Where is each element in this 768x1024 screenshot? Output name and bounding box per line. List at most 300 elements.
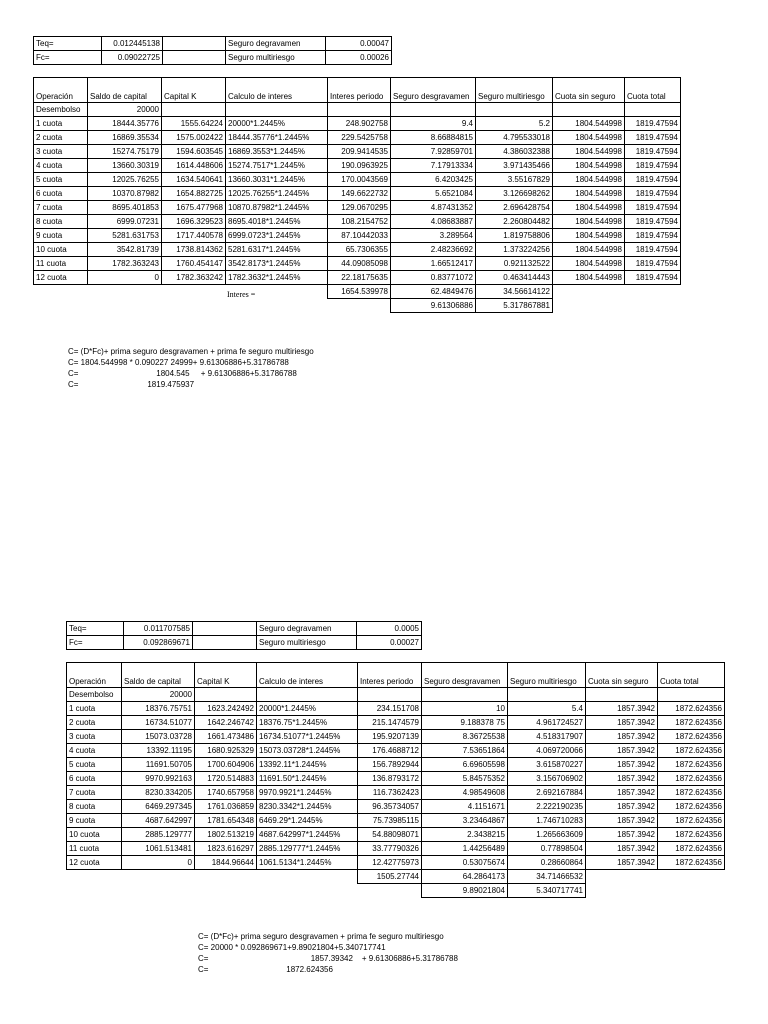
- table-cell: 0.83771072: [391, 271, 476, 285]
- table-cell: 54.88098071: [358, 828, 422, 842]
- empty-cell: [162, 285, 226, 299]
- table-cell: 5281.631753: [88, 229, 162, 243]
- column-header: Saldo de capital: [88, 78, 162, 103]
- table-cell: 1802.513219: [195, 828, 257, 842]
- empty-cell: [88, 285, 162, 299]
- table-cell: 1804.544998: [553, 257, 625, 271]
- table-cell: [625, 103, 681, 117]
- table-cell: 4 cuota: [67, 744, 122, 758]
- total-interes-cell: 1505.27744: [358, 870, 422, 884]
- table-cell: 20000*1.2445%: [226, 117, 328, 131]
- table-cell: 1804.544998: [553, 131, 625, 145]
- table-cell: 209.9414535: [328, 145, 391, 159]
- table-cell: 1738.814362: [162, 243, 226, 257]
- table-row: [34, 131, 681, 145]
- table-cell: 4 cuota: [34, 159, 88, 173]
- table-cell: 8230.334205: [122, 786, 195, 800]
- table-cell: 1819.47594: [625, 187, 681, 201]
- table-cell: [162, 103, 226, 117]
- table-cell: 1844.96644: [195, 856, 257, 870]
- table-cell: 18376.75751: [122, 702, 195, 716]
- table-cell: 1819.47594: [625, 145, 681, 159]
- table-cell: 12025.76255: [88, 173, 162, 187]
- param-cell: Fc=: [67, 636, 124, 650]
- totals-row: [67, 870, 725, 884]
- column-header: Interes periodo: [328, 78, 391, 103]
- amortization-table-2: [66, 662, 725, 898]
- table-cell: 1 cuota: [67, 702, 122, 716]
- table-cell: 1857.3942: [586, 814, 658, 828]
- empty-cell: [122, 884, 195, 898]
- table-cell: 75.73985115: [358, 814, 422, 828]
- totals-row: [34, 285, 681, 299]
- param-cell: Seguro multiriesgo: [257, 636, 357, 650]
- empty-cell: [67, 870, 122, 884]
- header-row: [67, 663, 725, 688]
- table-cell: 5 cuota: [67, 758, 122, 772]
- empty-cell: [553, 285, 625, 299]
- table-cell: 1061.5134*1.2445%: [257, 856, 358, 870]
- table-cell: [195, 688, 257, 702]
- table-cell: 4.08683887: [391, 215, 476, 229]
- table-cell: 10: [422, 702, 508, 716]
- table-cell: 12 cuota: [67, 856, 122, 870]
- table-cell: 1872.624356: [658, 702, 725, 716]
- empty-cell: [586, 870, 658, 884]
- table-cell: 1781.654348: [195, 814, 257, 828]
- table-cell: 1819.47594: [625, 257, 681, 271]
- empty-cell: [226, 299, 328, 313]
- column-header: Seguro multiriesgo: [508, 663, 586, 688]
- params-table-2: [66, 621, 422, 650]
- param-cell: Seguro degravamen: [226, 37, 326, 51]
- table-cell: 1819.47594: [625, 243, 681, 257]
- table-row: [34, 271, 681, 285]
- table-cell: 3.126698262: [476, 187, 553, 201]
- column-header: Seguro desgravamen: [391, 78, 476, 103]
- empty-cell: [162, 299, 226, 313]
- empty-cell: [88, 299, 162, 313]
- param-cell: Seguro degravamen: [257, 622, 357, 636]
- table-cell: 3.55167829: [476, 173, 553, 187]
- table-cell: 1872.624356: [658, 744, 725, 758]
- table-cell: 3542.81739: [88, 243, 162, 257]
- table-cell: 20000: [122, 688, 195, 702]
- table-cell: 1872.624356: [658, 800, 725, 814]
- table-cell: 6 cuota: [34, 187, 88, 201]
- table-row: [67, 716, 725, 730]
- totals-row-2: [34, 299, 681, 313]
- table-cell: 8230.3342*1.2445%: [257, 800, 358, 814]
- table-cell: 3.971435466: [476, 159, 553, 173]
- table-cell: 10370.87982: [88, 187, 162, 201]
- table-cell: Desembolso: [34, 103, 88, 117]
- table-cell: 1857.3942: [586, 828, 658, 842]
- table-row: [67, 800, 725, 814]
- table-cell: 3.156706902: [508, 772, 586, 786]
- table-cell: 4687.642997*1.2445%: [257, 828, 358, 842]
- table-cell: 1804.544998: [553, 243, 625, 257]
- table-cell: 44.09085098: [328, 257, 391, 271]
- table-cell: 3542.8173*1.2445%: [226, 257, 328, 271]
- table-cell: [586, 688, 658, 702]
- table-cell: 10870.87982*1.2445%: [226, 201, 328, 215]
- table-cell: 1782.363242: [162, 271, 226, 285]
- table-cell: 3 cuota: [34, 145, 88, 159]
- empty-cell: [553, 299, 625, 313]
- table-cell: 9 cuota: [67, 814, 122, 828]
- empty-cell: [586, 884, 658, 898]
- table-cell: 1872.624356: [658, 716, 725, 730]
- table-cell: 4.1151671: [422, 800, 508, 814]
- table-row: [67, 828, 725, 842]
- table-cell: 4.795533018: [476, 131, 553, 145]
- table-cell: 129.0670295: [328, 201, 391, 215]
- param-cell: 0.00027: [357, 636, 422, 650]
- table-row: [34, 103, 681, 117]
- table-cell: 170.0043569: [328, 173, 391, 187]
- table-cell: 1857.3942: [586, 786, 658, 800]
- empty-cell: [358, 884, 422, 898]
- table-cell: 8695.401853: [88, 201, 162, 215]
- table-cell: [553, 103, 625, 117]
- table-cell: 8 cuota: [34, 215, 88, 229]
- table-cell: 1642.246742: [195, 716, 257, 730]
- table-cell: 2885.129777: [122, 828, 195, 842]
- table-cell: 1872.624356: [658, 758, 725, 772]
- table-cell: 176.4688712: [358, 744, 422, 758]
- table-cell: 3.289564: [391, 229, 476, 243]
- table-row: [34, 173, 681, 187]
- table-cell: 8.66884815: [391, 131, 476, 145]
- interes-label: Interes =: [227, 290, 256, 299]
- column-header: Cuota total: [658, 663, 725, 688]
- table-cell: 1720.514883: [195, 772, 257, 786]
- table-cell: 65.7306355: [328, 243, 391, 257]
- table-cell: 22.18175635: [328, 271, 391, 285]
- table-cell: 1.265663609: [508, 828, 586, 842]
- table-row: [67, 842, 725, 856]
- table-cell: 1819.47594: [625, 159, 681, 173]
- empty-cell: [195, 884, 257, 898]
- table-cell: 195.9207139: [358, 730, 422, 744]
- table-cell: 16734.51077: [122, 716, 195, 730]
- table-cell: 6.4203425: [391, 173, 476, 187]
- table-row: [34, 201, 681, 215]
- table-cell: 1872.624356: [658, 856, 725, 870]
- amortization-table-1: [33, 77, 681, 313]
- table-cell: 1.746710283: [508, 814, 586, 828]
- table-cell: 1857.3942: [586, 730, 658, 744]
- table-cell: 33.77790326: [358, 842, 422, 856]
- table-cell: 149.6622732: [328, 187, 391, 201]
- param-cell: [163, 51, 226, 65]
- table-cell: 87.10442033: [328, 229, 391, 243]
- total-desgravamen-cell: 62.4849476: [391, 285, 476, 299]
- table-cell: 234.151708: [358, 702, 422, 716]
- table-cell: 1804.544998: [553, 117, 625, 131]
- table-cell: 2885.129777*1.2445%: [257, 842, 358, 856]
- table-cell: 10 cuota: [67, 828, 122, 842]
- table-cell: 1.373224256: [476, 243, 553, 257]
- table-cell: 2.692167884: [508, 786, 586, 800]
- table-cell: 96.35734057: [358, 800, 422, 814]
- table-cell: 8.36725538: [422, 730, 508, 744]
- table-row: [34, 243, 681, 257]
- column-header: Calculo de interes: [257, 663, 358, 688]
- table-cell: 1634.540641: [162, 173, 226, 187]
- empty-cell: [195, 870, 257, 884]
- table-cell: 9 cuota: [34, 229, 88, 243]
- table-cell: 1857.3942: [586, 744, 658, 758]
- table-cell: [358, 688, 422, 702]
- empty-cell: [658, 870, 725, 884]
- column-header: Saldo de capital: [122, 663, 195, 688]
- table-cell: 8695.4018*1.2445%: [226, 215, 328, 229]
- table-cell: 1614.448606: [162, 159, 226, 173]
- table-cell: 16734.51077*1.2445%: [257, 730, 358, 744]
- table-cell: 1675.477968: [162, 201, 226, 215]
- empty-cell: [122, 870, 195, 884]
- table-cell: 1061.513481: [122, 842, 195, 856]
- table-cell: 1782.3632*1.2445%: [226, 271, 328, 285]
- prima-multiriesgo-cell: 5.317867881: [476, 299, 553, 313]
- formula-note-2: [198, 931, 458, 975]
- table-cell: 18444.35776: [88, 117, 162, 131]
- table-cell: 20000*1.2445%: [257, 702, 358, 716]
- prima-desgravamen-cell: 9.89021804: [422, 884, 508, 898]
- param-cell: 0.011707585: [124, 622, 193, 636]
- column-header: Cuota sin seguro: [586, 663, 658, 688]
- table-cell: 5.2: [476, 117, 553, 131]
- formula-line: C= 1872.624356: [198, 965, 333, 974]
- table-cell: 1804.544998: [553, 229, 625, 243]
- formula-line: C= (D*Fc)+ prima seguro desgravamen + prima fe seguro multiriesgo: [198, 932, 444, 941]
- table-cell: 1761.036859: [195, 800, 257, 814]
- param-cell: Teq=: [67, 622, 124, 636]
- table-cell: 1555.64224: [162, 117, 226, 131]
- param-cell: Teq=: [34, 37, 102, 51]
- column-header: Capital K: [162, 78, 226, 103]
- table-row: [34, 229, 681, 243]
- table-cell: 6999.0723*1.2445%: [226, 229, 328, 243]
- param-row: [34, 51, 392, 65]
- table-cell: [391, 103, 476, 117]
- table-cell: 1782.363243: [88, 257, 162, 271]
- table-cell: [328, 103, 391, 117]
- table-cell: 10 cuota: [34, 243, 88, 257]
- table-cell: 1804.544998: [553, 271, 625, 285]
- table-cell: 1804.544998: [553, 173, 625, 187]
- param-cell: Fc=: [34, 51, 102, 65]
- empty-cell: [34, 285, 88, 299]
- table-cell: 1823.616297: [195, 842, 257, 856]
- table-cell: 1819.47594: [625, 229, 681, 243]
- table-cell: 15073.03728: [122, 730, 195, 744]
- table-cell: 12 cuota: [34, 271, 88, 285]
- table-cell: 1.66512417: [391, 257, 476, 271]
- table-cell: 1.819758806: [476, 229, 553, 243]
- table-cell: 4.98549608: [422, 786, 508, 800]
- table-row: [67, 856, 725, 870]
- formula-line: C= 1804.544998 * 0.090227 24999+ 9.61306886+5.31786788: [68, 358, 289, 367]
- table-cell: 1857.3942: [586, 702, 658, 716]
- table-cell: 0: [122, 856, 195, 870]
- formula-note-1: [68, 346, 314, 390]
- column-header: Cuota sin seguro: [553, 78, 625, 103]
- table-cell: 0.463414443: [476, 271, 553, 285]
- table-cell: 1575.002422: [162, 131, 226, 145]
- table-cell: 1 cuota: [34, 117, 88, 131]
- table-cell: 1857.3942: [586, 716, 658, 730]
- table-cell: 13392.11195: [122, 744, 195, 758]
- table-cell: 1661.473486: [195, 730, 257, 744]
- table-cell: 6469.297345: [122, 800, 195, 814]
- table-cell: 0.53075674: [422, 856, 508, 870]
- table-cell: 1680.925329: [195, 744, 257, 758]
- column-header: Operación: [67, 663, 122, 688]
- table-cell: 5 cuota: [34, 173, 88, 187]
- table-cell: 6999.07231: [88, 215, 162, 229]
- table-cell: 4687.642997: [122, 814, 195, 828]
- table-cell: 5281.6317*1.2445%: [226, 243, 328, 257]
- table-cell: 229.5425758: [328, 131, 391, 145]
- table-row: [67, 786, 725, 800]
- table-cell: 156.7892944: [358, 758, 422, 772]
- table-cell: 13660.3031*1.2445%: [226, 173, 328, 187]
- param-row: [34, 37, 392, 51]
- param-cell: 0.092869671: [124, 636, 193, 650]
- table-cell: 4.961724527: [508, 716, 586, 730]
- empty-cell: [257, 884, 358, 898]
- table-cell: 1696.329523: [162, 215, 226, 229]
- empty-cell: [625, 299, 681, 313]
- table-cell: 3.615870227: [508, 758, 586, 772]
- table-cell: 15274.75179: [88, 145, 162, 159]
- table-cell: [226, 103, 328, 117]
- table-cell: 108.2154752: [328, 215, 391, 229]
- table-cell: 1857.3942: [586, 842, 658, 856]
- header-row: [34, 78, 681, 103]
- table-cell: 1623.242492: [195, 702, 257, 716]
- params-table-1: [33, 36, 392, 65]
- table-cell: 1740.657958: [195, 786, 257, 800]
- table-cell: 6.69605598: [422, 758, 508, 772]
- table-row: [34, 187, 681, 201]
- table-cell: 1872.624356: [658, 814, 725, 828]
- table-cell: 1819.47594: [625, 131, 681, 145]
- param-cell: [163, 37, 226, 51]
- column-header: Capital K: [195, 663, 257, 688]
- formula-line: C= 1819.475937: [68, 380, 195, 389]
- table-cell: 1760.454147: [162, 257, 226, 271]
- table-cell: 5.4: [508, 702, 586, 716]
- table-cell: 20000: [88, 103, 162, 117]
- table-cell: 1857.3942: [586, 800, 658, 814]
- formula-line: C= 1857.39342 + 9.61306886+5.31786788: [198, 954, 458, 963]
- table-cell: 7.92859701: [391, 145, 476, 159]
- table-cell: 9970.992163: [122, 772, 195, 786]
- total-interes-cell: 1654.539978: [328, 285, 391, 299]
- table-cell: 7 cuota: [67, 786, 122, 800]
- table-cell: 1872.624356: [658, 842, 725, 856]
- empty-cell: [625, 285, 681, 299]
- table-row: [67, 744, 725, 758]
- column-header: Interes periodo: [358, 663, 422, 688]
- param-cell: 0.0005: [357, 622, 422, 636]
- table-row: [67, 758, 725, 772]
- table-cell: 1819.47594: [625, 201, 681, 215]
- table-cell: 6469.29*1.2445%: [257, 814, 358, 828]
- table-cell: 4.069720066: [508, 744, 586, 758]
- totals-row-2: [67, 884, 725, 898]
- table-cell: 1872.624356: [658, 828, 725, 842]
- column-header: Cuota total: [625, 78, 681, 103]
- formula-line: C= 20000 * 0.092869671+9.89021804+5.340717741: [198, 943, 386, 952]
- table-cell: 12.42775973: [358, 856, 422, 870]
- table-cell: 13660.30319: [88, 159, 162, 173]
- table-cell: 1872.624356: [658, 786, 725, 800]
- table-cell: 2 cuota: [67, 716, 122, 730]
- formula-line: C= 1804.545 + 9.61306886+5.31786788: [68, 369, 297, 378]
- table-cell: 4.518317907: [508, 730, 586, 744]
- table-cell: 9970.9921*1.2445%: [257, 786, 358, 800]
- table-cell: 18376.75*1.2445%: [257, 716, 358, 730]
- table-cell: 11 cuota: [34, 257, 88, 271]
- table-cell: 2.3438215: [422, 828, 508, 842]
- table-row: [34, 159, 681, 173]
- table-cell: 2.222190235: [508, 800, 586, 814]
- table-cell: 6 cuota: [67, 772, 122, 786]
- table-cell: 1819.47594: [625, 215, 681, 229]
- table-row: [34, 145, 681, 159]
- table-cell: 5.6521084: [391, 187, 476, 201]
- param-cell: [193, 622, 257, 636]
- table-cell: 1.44256489: [422, 842, 508, 856]
- table-cell: [658, 688, 725, 702]
- table-cell: 3.23464867: [422, 814, 508, 828]
- table-row: [67, 730, 725, 744]
- param-cell: Seguro multiriesgo: [226, 51, 326, 65]
- table-cell: 1594.603545: [162, 145, 226, 159]
- table-cell: 8 cuota: [67, 800, 122, 814]
- total-multiriesgo-cell: 34.56614122: [476, 285, 553, 299]
- empty-cell: [34, 299, 88, 313]
- param-cell: 0.00026: [326, 51, 392, 65]
- table-cell: 15073.03728*1.2445%: [257, 744, 358, 758]
- table-cell: 15274.7517*1.2445%: [226, 159, 328, 173]
- table-cell: 1804.544998: [553, 145, 625, 159]
- table-cell: 16869.35534: [88, 131, 162, 145]
- table-cell: 16869.3553*1.2445%: [226, 145, 328, 159]
- table-cell: 0.77898504: [508, 842, 586, 856]
- param-row: [67, 636, 422, 650]
- column-header: Operación: [34, 78, 88, 103]
- table-cell: [257, 688, 358, 702]
- table-cell: 11691.50705: [122, 758, 195, 772]
- table-row: [34, 257, 681, 271]
- table-cell: 1872.624356: [658, 730, 725, 744]
- table-cell: 1804.544998: [553, 159, 625, 173]
- table-cell: 13392.11*1.2445%: [257, 758, 358, 772]
- table-cell: 0: [88, 271, 162, 285]
- total-multiriesgo-cell: 34.71466532: [508, 870, 586, 884]
- table-cell: 4.386032388: [476, 145, 553, 159]
- table-cell: 11 cuota: [67, 842, 122, 856]
- table-cell: 2 cuota: [34, 131, 88, 145]
- table-cell: 18444.35776*1.2445%: [226, 131, 328, 145]
- table-cell: 2.48236692: [391, 243, 476, 257]
